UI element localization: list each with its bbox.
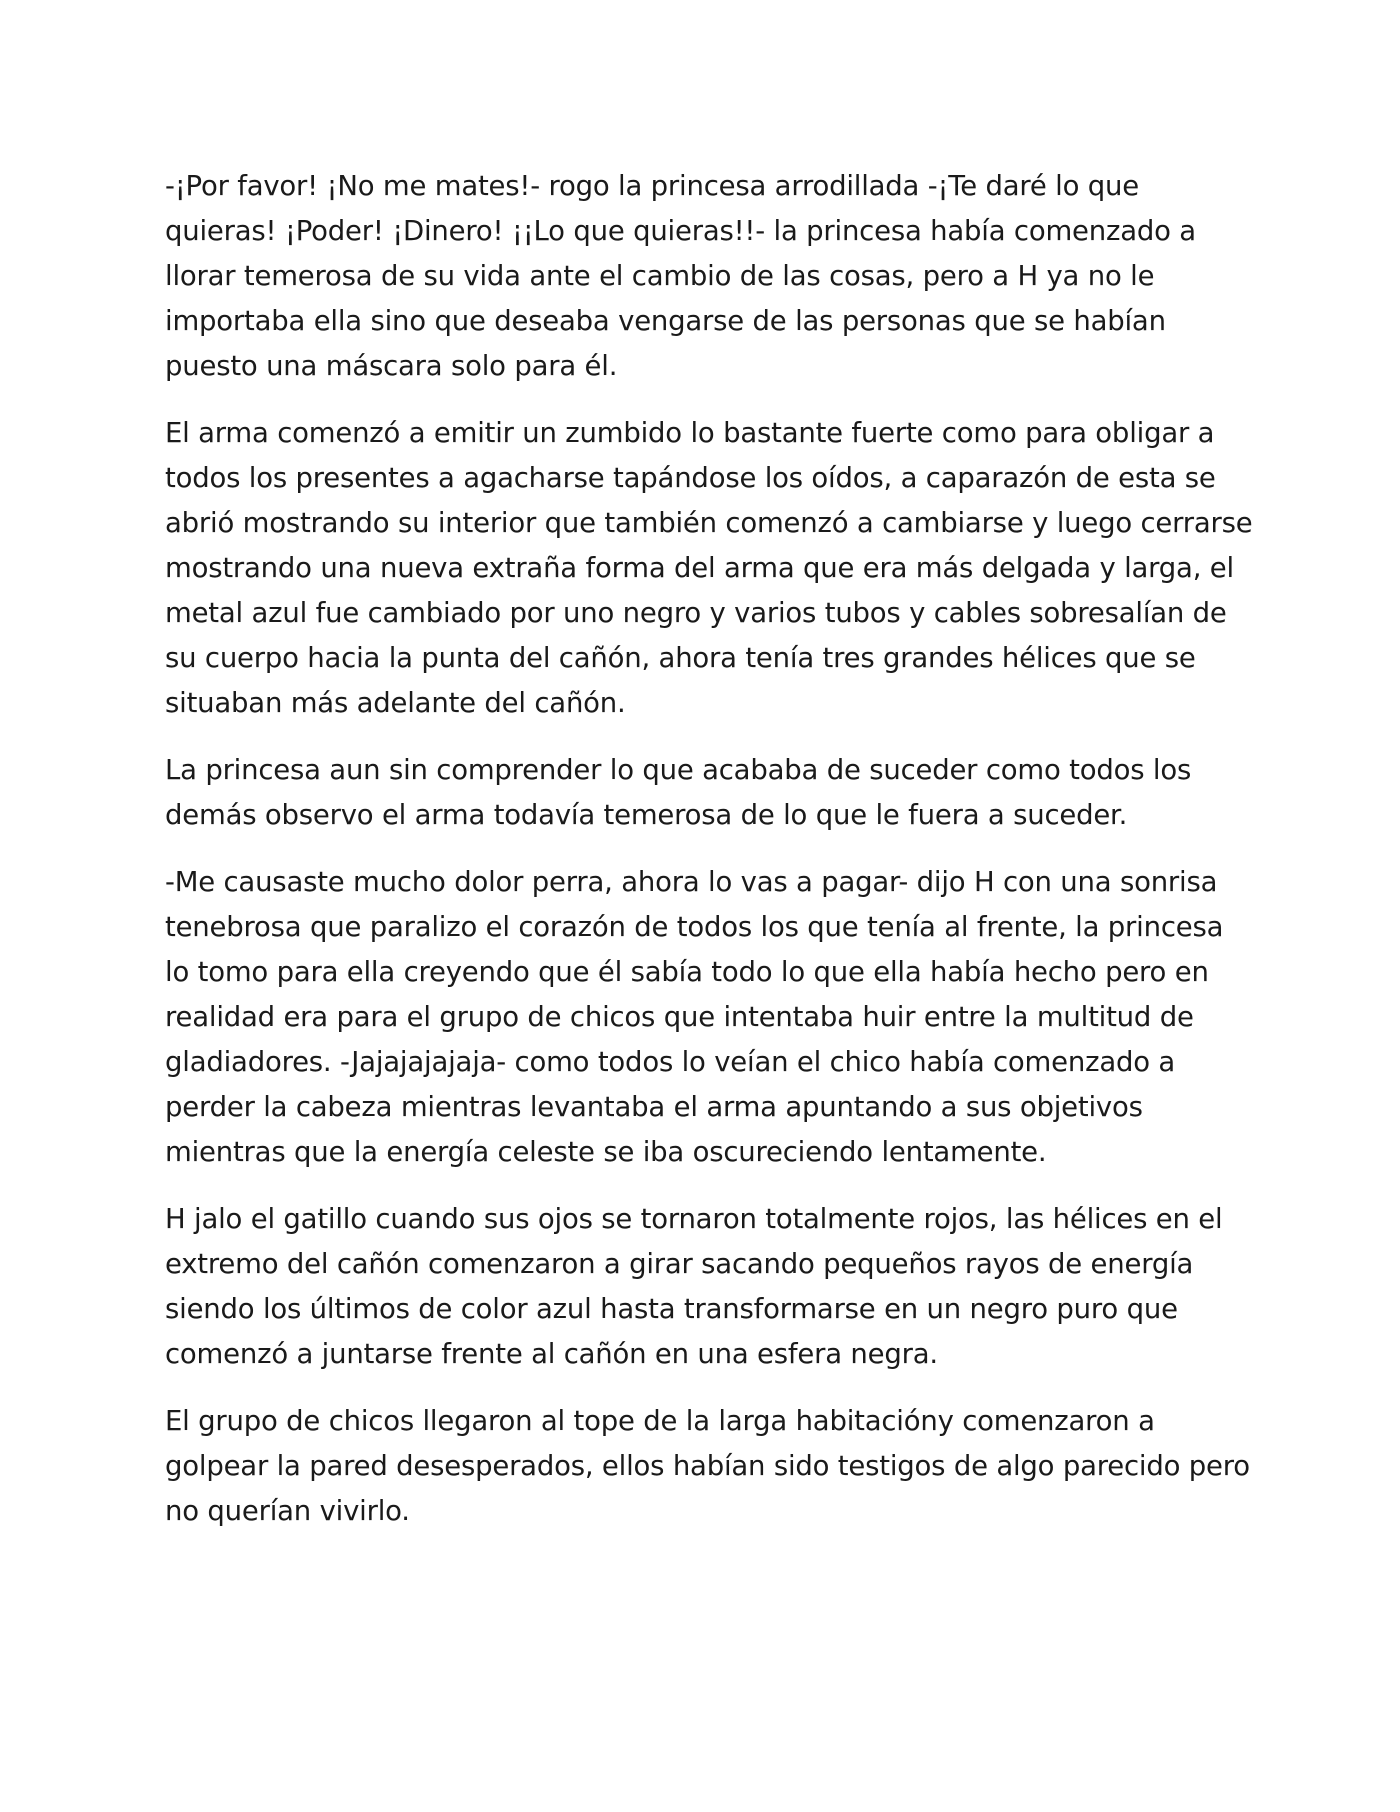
paragraph-6: El grupo de chicos llegaron al tope de la larga habitacióny comenzaron a golpear la pared desesperados, ellos habían sido testigos de algo parecido pero no querían vivirlo. <box>165 1405 1250 1527</box>
paragraph-3: La princesa aun sin comprender lo que acababa de suceder como todos los demás observo el arma todavía temerosa de lo que le fuera a suceder. <box>165 754 1192 831</box>
paragraph-4: -Me causaste mucho dolor perra, ahora lo vas a pagar- dijo H con una sonrisa tenebrosa que paralizo el corazón de todos los que tenía al frente, la princesa lo tomo para ella creyendo que él sabía todo lo que ella había hecho pero en realidad era para el grupo de chicos que intentaba huir entre la multitud de gladiadores. -Jajajajajaja- como todos lo veían el chico había comenzado a perder la cabeza mientras levantaba el arma apuntando a sus objetivos mientras que la energía celeste se iba oscureciendo lentamente. <box>165 866 1224 1168</box>
paragraph-2: El arma comenzó a emitir un zumbido lo bastante fuerte como para obligar a todos los presentes a agacharse tapándose los oídos, a caparazón de esta se abrió mostrando su interior que también comenzó a cambiarse y luego cerrarse mostrando una nueva extraña forma del arma que era más delgada y larga, el metal azul fue cambiado por uno negro y varios tubos y cables sobresalían de su cuerpo hacia la punta del cañón, ahora tenía tres grandes hélices que se situaban más adelante del cañón. <box>165 417 1253 719</box>
document-body <box>165 164 1255 1556</box>
paragraph-5: H jalo el gatillo cuando sus ojos se tornaron totalmente rojos, las hélices en el extremo del cañón comenzaron a girar sacando pequeños rayos de energía siendo los últimos de color azul hasta transformarse en un negro puro que comenzó a juntarse frente al cañón en una esfera negra. <box>165 1203 1223 1370</box>
paragraph-1: -¡Por favor! ¡No me mates!- rogo la princesa arrodillada -¡Te daré lo que quieras! ¡Poder! ¡Dinero! ¡¡Lo que quieras!!- la princesa había comenzado a llorar temerosa de su vida ante el cambio de las cosas, pero a H ya no le importaba ella sino que deseaba vengarse de las personas que se habían puesto una máscara solo para él. <box>165 170 1196 382</box>
